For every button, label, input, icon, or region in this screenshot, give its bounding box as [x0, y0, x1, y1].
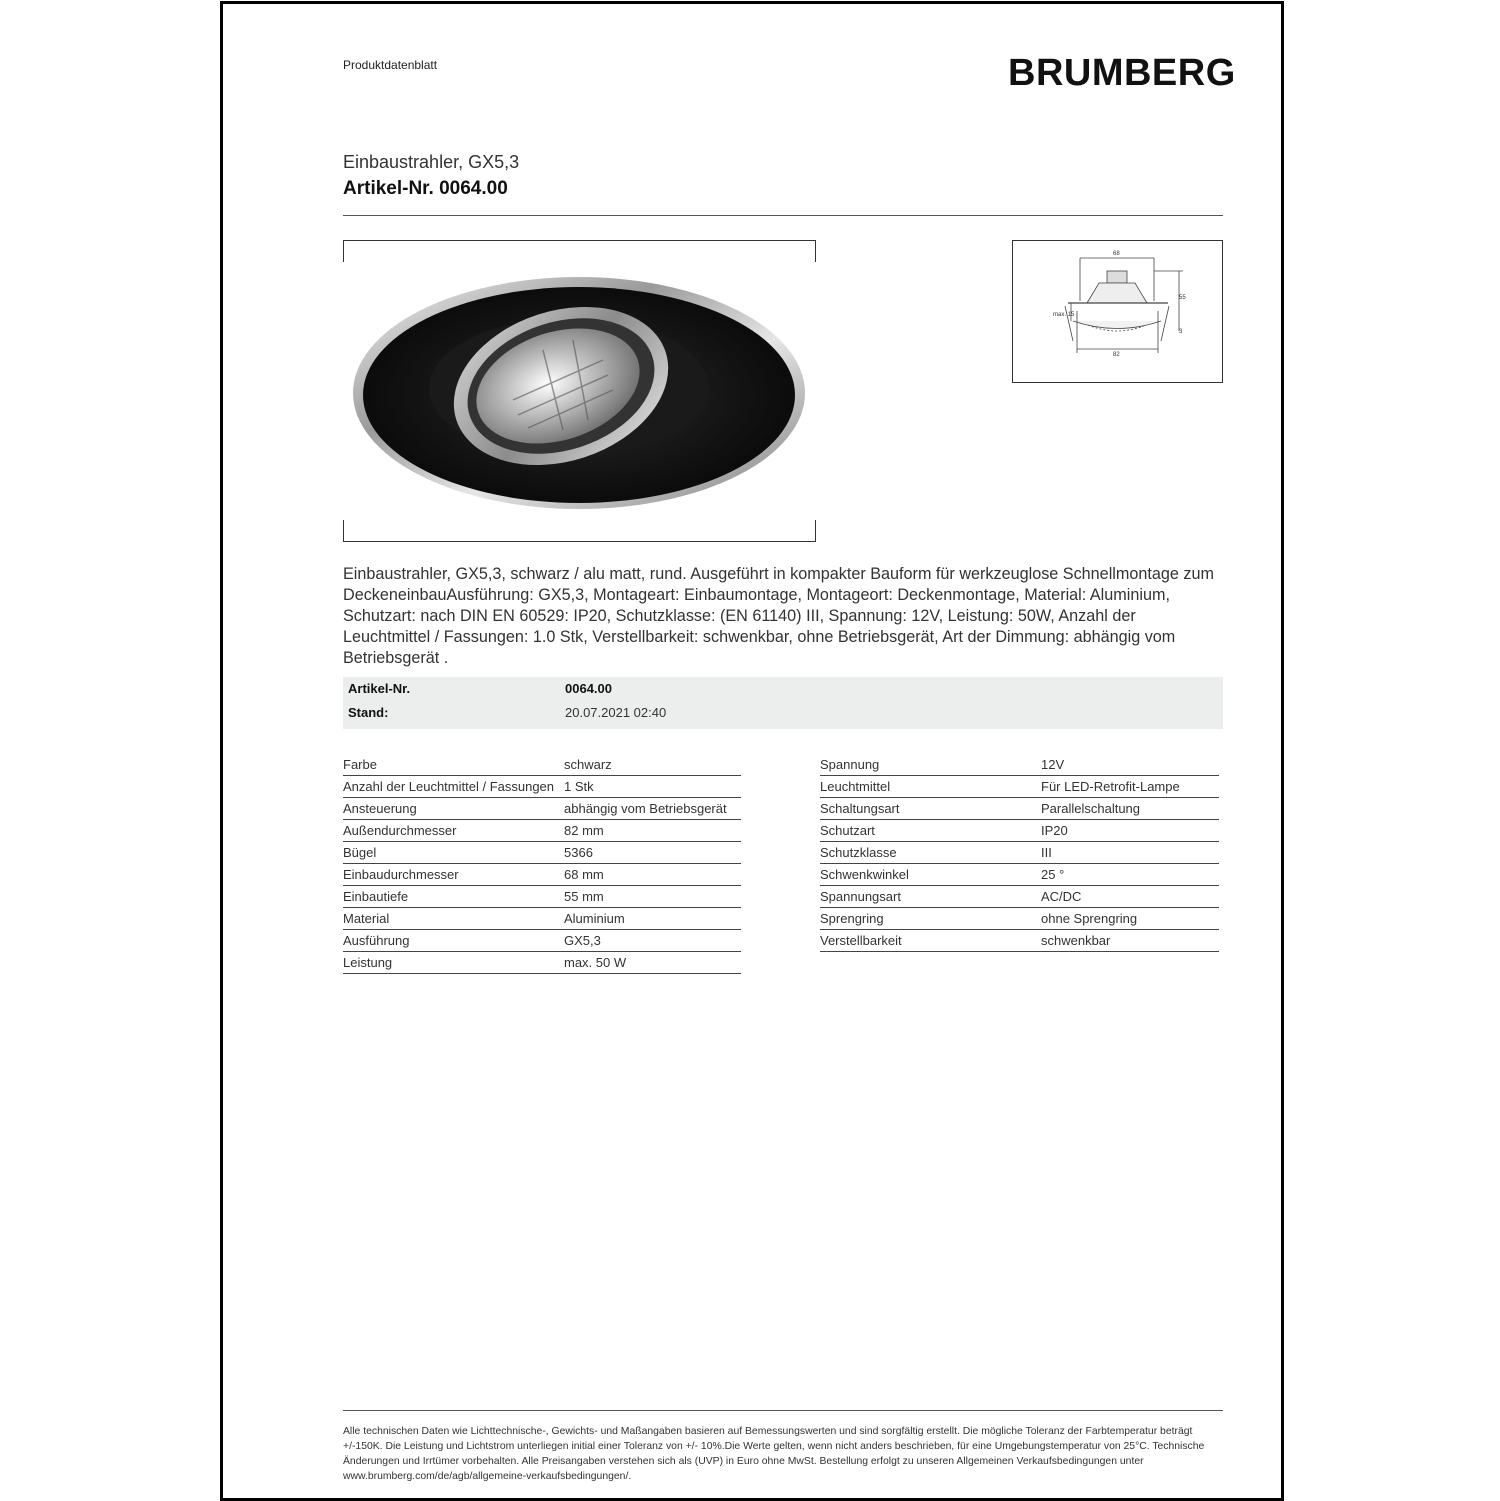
spec-value: GX5,3: [564, 933, 601, 948]
table-row: [820, 820, 1219, 842]
table-row: [343, 886, 741, 908]
spec-key: Einbaudurchmesser: [343, 867, 459, 882]
table-row: [343, 798, 741, 820]
table-row: [343, 776, 741, 798]
spec-value: IP20: [1041, 823, 1068, 838]
spec-key: Ausführung: [343, 933, 410, 948]
product-photo: [343, 240, 816, 542]
product-description: Einbaustrahler, GX5,3, schwarz / alu matt, rund. Ausgeführt in kompakter Bauform für werkzeuglose Schnellmontage zum DeckeneinbauAusführung: GX5,3, Montageart: Einbaumontage, Montageort: Deckenmontage, Material: Aluminium, Schutzart: nach DIN EN 60529: IP20, Schutzklasse: (EN 61140) III, Spannung: 12V, Leistung: 50W, Anzahl der Leuchtmittel / Fassungen: 1.0 Stk, Verstellbarkeit: schwenkbar, ohne Betriebsgerät, Art der Dimmung: abhängig vom Betriebsgerät .: [343, 565, 1214, 667]
technical-drawing: [1012, 240, 1223, 383]
table-row: [820, 798, 1219, 820]
spec-key: Ansteuerung: [343, 801, 417, 816]
page-border: [220, 1, 1284, 1501]
spec-value: abhängig vom Betriebsgerät: [564, 801, 727, 816]
spec-key: Spannungsart: [820, 889, 901, 904]
spec-key: Schutzklasse: [820, 845, 897, 860]
table-row: [343, 820, 741, 842]
article-meta-box: [343, 677, 1223, 729]
spec-value: schwenkbar: [1041, 933, 1111, 948]
spec-value: Parallelschaltung: [1041, 801, 1141, 816]
table-row: [343, 952, 741, 974]
table-row: [820, 908, 1219, 930]
article-number-heading: Artikel-Nr. 0064.00: [343, 178, 508, 199]
table-row: [820, 776, 1219, 798]
table-row: [820, 886, 1219, 908]
downlight-image: [343, 240, 816, 542]
spec-value: Aluminium: [564, 911, 625, 926]
table-row: [820, 842, 1219, 864]
spec-value: 55 mm: [564, 889, 604, 904]
spec-table-right: [820, 753, 1219, 952]
brand-logo: BRUMBERG: [1008, 52, 1236, 94]
table-row: [343, 930, 741, 952]
spec-table-left: [343, 753, 741, 974]
spec-value: 68 mm: [564, 867, 604, 882]
table-row: [820, 864, 1219, 886]
spec-value: 12V: [1041, 757, 1065, 772]
table-row: [343, 864, 741, 886]
spec-key: Schaltungsart: [820, 801, 900, 816]
footer-divider: [343, 1410, 1223, 1411]
spec-value: schwarz: [564, 757, 612, 772]
spec-key: Leuchtmittel: [820, 779, 891, 794]
spec-value: AC/DC: [1041, 889, 1082, 904]
spec-key: Bügel: [343, 845, 377, 860]
table-row: [343, 842, 741, 864]
spec-key: Leistung: [343, 955, 393, 970]
divider: [343, 215, 1223, 216]
table-row: [820, 753, 1219, 776]
spec-key: Farbe: [343, 757, 377, 772]
dim-bottom: 82: [1113, 352, 1120, 358]
spec-value: III: [1041, 845, 1052, 860]
table-row: [343, 908, 741, 930]
spec-key: Schwenkwinkel: [820, 867, 909, 882]
table-row: [820, 930, 1219, 952]
spec-key: Material: [343, 911, 390, 926]
dim-top: 68: [1113, 251, 1120, 257]
spec-key: Spannung: [820, 757, 880, 772]
spec-value: 25 °: [1041, 867, 1065, 882]
meta-label: Artikel-Nr.: [348, 681, 411, 696]
spec-key: Anzahl der Leuchtmittel / Fassungen: [343, 779, 555, 794]
spec-key: Verstellbarkeit: [820, 933, 902, 948]
spec-value: 82 mm: [564, 823, 604, 838]
spec-value: Für LED-Retrofit-Lampe: [1041, 779, 1180, 794]
product-title: Einbaustrahler, GX5,3: [343, 152, 520, 172]
meta-label: Stand:: [348, 705, 389, 720]
spec-value: ohne Sprengring: [1041, 911, 1138, 926]
document-type-label: Produktdatenblatt: [343, 58, 438, 72]
table-row: [343, 753, 741, 776]
dim-max: max. 15: [1053, 312, 1075, 318]
spec-key: Außendurchmesser: [343, 823, 457, 838]
spec-key: Einbautiefe: [343, 889, 409, 904]
meta-value: 20.07.2021 02:40: [565, 705, 667, 720]
spec-key: Schutzart: [820, 823, 875, 838]
spec-value: max. 50 W: [564, 955, 627, 970]
dim-small: 3: [1179, 329, 1183, 335]
spec-key: Sprengring: [820, 911, 884, 926]
spec-value: 1 Stk: [564, 779, 594, 794]
spec-value: 5366: [564, 845, 593, 860]
footer-disclaimer: Alle technischen Daten wie Lichttechnische-, Gewichts- und Maßangaben basieren auf Bemessungswerten und sind sorgfältig erstellt. Die mögliche Toleranz der Farbtemperatur beträgt +/-150K. Die Leistung und Lichtstrom unterliegen initial einer Toleranz von +/- 10%.Die Werte gelten, wenn nicht anders beschrieben, für eine Umgebungstemperatur von 25°C. Technische Änderungen und Irrtümer vorbehalten. Alle Preisangaben verstehen sich als (UVP) in Euro ohne MwSt. Bestellung erfolgt zu unseren Allgemeinen Verkaufsbedingungen unter www.brumberg.com/de/agb/allgemeine-verkaufsbedingungen/.: [343, 1426, 1205, 1482]
meta-value: 0064.00: [565, 681, 612, 696]
dim-height: 55: [1179, 295, 1186, 301]
